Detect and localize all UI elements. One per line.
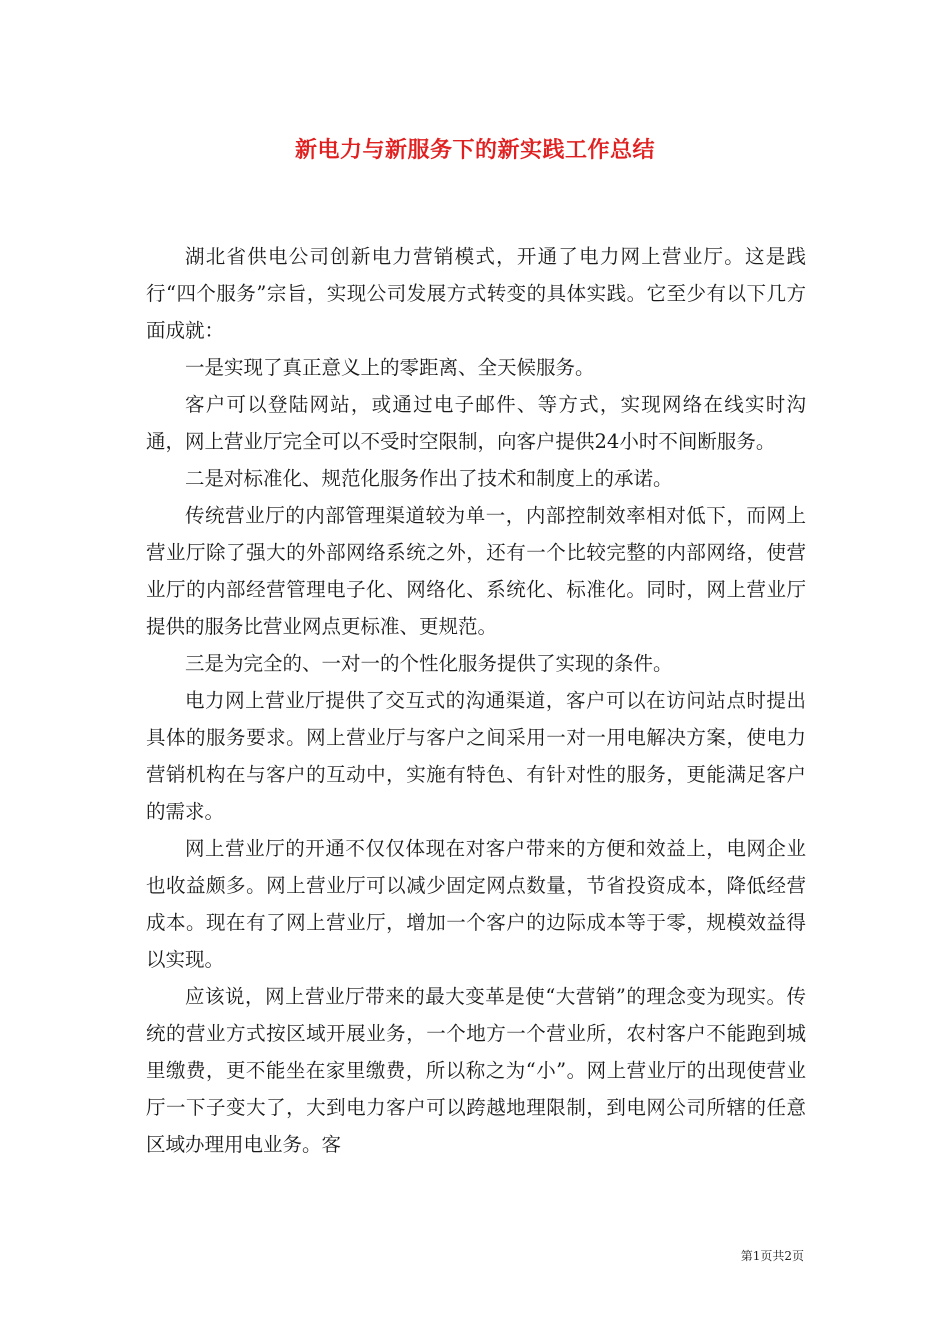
document-title: 新电力与新服务下的新实践工作总结 bbox=[294, 137, 655, 163]
paragraph: 二是对标准化、规范化服务作出了技术和制度上的承诺。 bbox=[185, 467, 673, 490]
paragraph: 湖北省供电公司创新电力营销模式，开通了电力网上营业厅。这是践行“四个服务”宗旨，实现公司发展方式转变的具体实践。它至少有以下几方面成就： bbox=[146, 245, 806, 342]
paragraph: 网上营业厅的开通不仅仅体现在对客户带来的方便和效益上，电网企业也收益颇多。网上营业厅可以减少固定网点数量，节省投资成本，降低经营成本。现在有了网上营业厅，增加一个客户的边际成本等于零，规模效益得以实现。 bbox=[146, 837, 806, 971]
paragraph: 应该说，网上营业厅带来的最大变革是使“大营销”的理念变为现实。传统的营业方式按区域开展业务，一个地方一个营业所，农村客户不能跑到城里缴费，更不能坐在家里缴费，所以称之为“小”。网上营业厅的出现使营业厅一下子变大了，大到电力客户可以跨越地理限制，到电网公司所辖的任意区域办理用电业务。客 bbox=[146, 985, 806, 1156]
document-body bbox=[146, 238, 806, 1163]
paragraph: 电力网上营业厅提供了交互式的沟通渠道，客户可以在访问站点时提出具体的服务要求。网上营业厅与客户之间采用一对一用电解决方案，使电力营销机构在与客户的互动中，实施有特色、有针对性的服务，更能满足客户的需求。 bbox=[146, 689, 806, 823]
paragraph: 一是实现了真正意义上的零距离、全天候服务。 bbox=[185, 356, 595, 379]
page-number: 第1页共2页 bbox=[740, 1249, 804, 1263]
paragraph: 传统营业厅的内部管理渠道较为单一，内部控制效率相对低下，而网上营业厅除了强大的外部网络系统之外，还有一个比较完整的内部网络，使营业厅的内部经营管理电子化、网络化、系统化、标准化。同时，网上营业厅提供的服务比营业网点更标准、更规范。 bbox=[146, 504, 806, 638]
paragraph: 三是为完全的、一对一的个性化服务提供了实现的条件。 bbox=[185, 652, 673, 675]
paragraph: 客户可以登陆网站，或通过电子邮件、等方式，实现网络在线实时沟通，网上营业厅完全可以不受时空限制，向客户提供24小时不间断服务。 bbox=[146, 393, 806, 453]
